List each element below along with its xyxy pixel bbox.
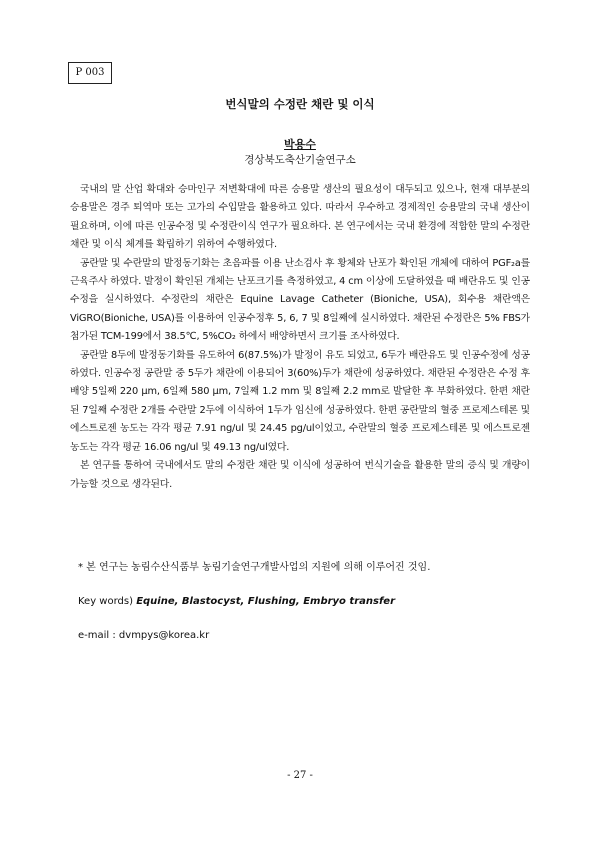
abstract-code: P 003 <box>75 67 105 78</box>
keywords-list: Equine, Blastocyst, Flushing, Embryo transfer <box>136 596 396 607</box>
abstract-paragraph-2: 공란말 및 수란말의 발정동기화는 초음파를 이용 난소검사 후 황체와 난포가 확인된 개체에 대하여 PGF₂a를 근육주사 하였다. 발정이 확인된 개체는 난포크기를 측정하였고, 4 cm 이상에 도달하였을 때 배란유도 및 인공수정을 실시하였다. 수정란의 채란은 Equine Lavage Catheter (Bioniche, USA), 회수용 채란액은 ViGRO(Bioniche, USA)를 이용하여 인공수정후 5, 6, 7 및 8일째에 실시하였다. 채란된 수정란은 5% FBS가 첨가된 TCM-199에서 38.5℃, 5%CO₂ 하에서 배양하면서 크기를 조사하였다. <box>70 257 530 343</box>
funding-note: * 본 연구는 농림수산식품부 농림기술연구개발사업의 지원에 의해 이루어진 것임. <box>78 562 431 573</box>
author-name <box>0 136 600 152</box>
keywords-line <box>78 596 395 607</box>
paper-title: 번식말의 수정란 채란 및 이식 <box>225 97 375 111</box>
abstract-code-box <box>68 62 112 84</box>
abstract-paragraph-1: 국내의 말 산업 확대와 승마인구 저변확대에 따른 승용말 생산의 필요성이 대두되고 있으나, 현재 대부분의 승용말은 경주 퇴역마 또는 고가의 수입말을 활용하고 있다. 따라서 우수하고 경제적인 승용말의 국내 생산이 필요하며, 이에 따른 인공수정 및 수정란이식 연구가 필요하다. 본 연구에서는 국내 환경에 적합한 말의 수정란 채란 및 이식 체계를 확립하기 위하여 수행하였다. <box>70 184 530 251</box>
abstract-paragraph-4: 본 연구를 통하여 국내에서도 말의 수정란 채란 및 이식에 성공하여 번식기술을 활용한 말의 증식 및 개량이 가능할 것으로 생각된다. <box>70 460 530 490</box>
email-line <box>78 630 209 641</box>
author-name-text: 박용수 <box>284 138 316 151</box>
email-label: e-mail : <box>78 630 116 641</box>
abstract-body <box>70 181 530 494</box>
keywords-label: Key words) <box>78 596 133 607</box>
email-address: dvmpys@korea.kr <box>118 630 210 641</box>
abstract-paragraph-3: 공란말 8두에 발정동기화를 유도하여 6(87.5%)가 발정이 유도 되었고, 6두가 배란유도 및 인공수정에 성공하였다. 인공수정 공란말 중 5두가 채란에 이용되어 3(60%)두가 채란에 성공하였다. 채란된 수정란은 수정 후 배양 5일째 220 μm, 6일째 580 μm, 7일째 1.2 mm 및 8일째 2.2 mm로 발달한 후 부화하였다. 한편 채란된 7일째 수정란 2개를 수란말 2두에 이식하여 1두가 임신에 성공하였다. 한편 공란말의 혈중 프로제스테론 및 에스트로젠 농도는 각각 평균 7.91 ng/ul 및 24.45 pg/ul이었고, 수란말의 혈중 프로제스테론 및 에스트로젠 농도는 각각 평균 16.06 ng/ul 및 49.13 ng/ul였다. <box>70 349 530 453</box>
page-number: - 27 - <box>287 770 313 781</box>
affiliation: 경상북도축산기술연구소 <box>244 154 356 166</box>
